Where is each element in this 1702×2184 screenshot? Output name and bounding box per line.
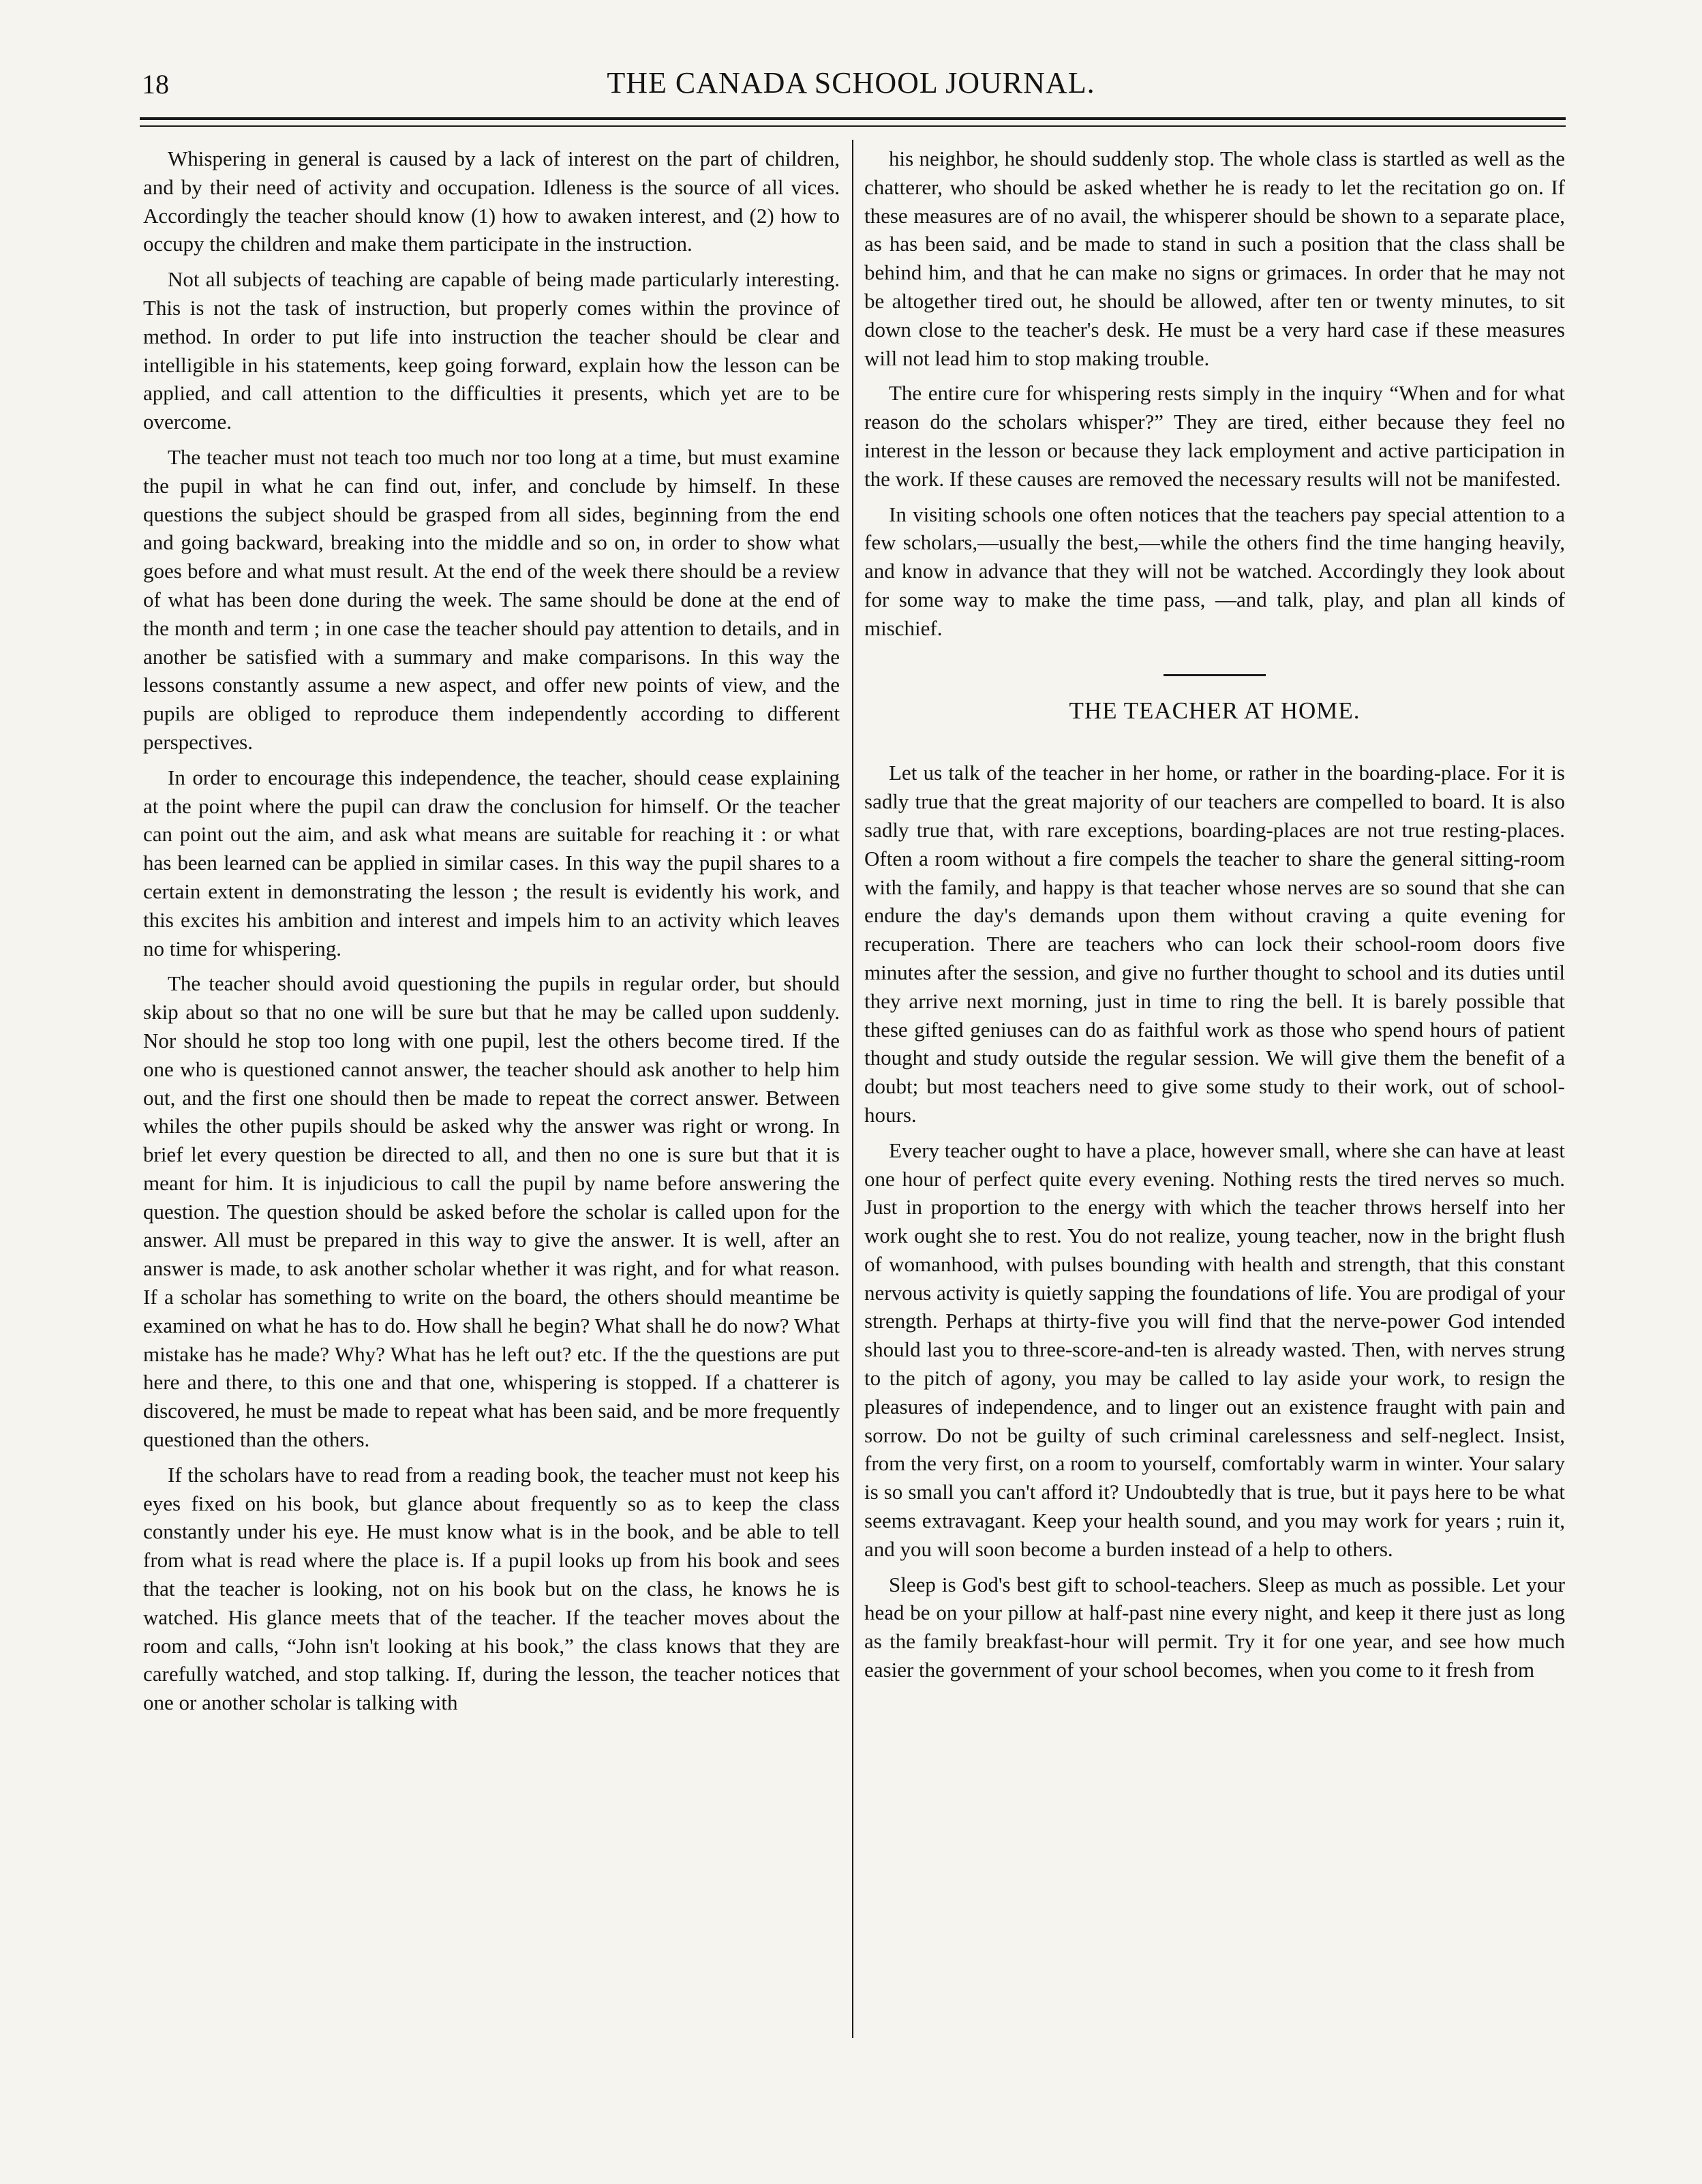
section-separator-rule xyxy=(1164,674,1266,676)
paragraph: The teacher should avoid questioning the pupils in regular order, but should skip about so that no one will be sure but that he may be called upon suddenly. Nor should he stop too long with one pupil, lest the others become tired. If the one who is questioned cannot answer, the teacher should ask another to help him out, and the first one should then be made to repeat the correct answer. Between whiles the other pupils should be asked why the answer was right or wrong. In brief let every question be directed to all, and then no one is sure but that it is meant for him. It is injudicious to call the pupil by name before answering the question. The question should be asked before the scholar is called upon for the answer. All must be prepared in this way to give the answer. It is well, after an answer is made, to ask another scholar whether it was right, and for what reason. If a scholar has something to write on the board, the others should meantime be examined on what he has to do. How shall he begin? What shall he do now? What mistake has he made? Why? What has he left out? etc. If the the questions are put here and there, to this one and that one, whispering is stopped. If a chatterer is discovered, he must be made to repeat what has been said, and be more frequently questioned than the others. xyxy=(143,971,840,1452)
page-number: 18 xyxy=(142,69,169,100)
paragraph: Not all subjects of teaching are capable of being made particularly interesting. This is not the task of instruction, but properly comes within the province of method. In order to put life into instruction the teacher should be clear and intelligible in his statements, keep going forward, explain how the lesson can be applied, and call attention to the difficulties it presents, which yet are to be overcome. xyxy=(143,267,840,434)
paragraph: The entire cure for whispering rests simply in the inquiry “When and for what reason do the scholars whisper?” They are tired, either because they feel no interest in the lesson or because they lack employment and active participation in the work. If these causes are removed the necessary results will not be manifested. xyxy=(864,381,1565,491)
journal-title: THE CANADA SCHOOL JOURNAL. xyxy=(607,66,1095,100)
paragraph: Every teacher ought to have a place, however small, where she can have at least one hour of perfect quite every evening. Nothing rests the tired nerves so much. Just in proportion to the energy with which the teacher throws herself into her work ought she to rest. You do not realize, young teacher, now in the bright flush of womanhood, with pulses bounding with health and strength, that this constant nervous activity is quietly sapping the foundations of life. You are prodigal of your strength. Perhaps at thirty-five you will find that the nerve-power God intended should last you to three-score-and-ten is already wasted. Then, with nerves strung to the pitch of agony, you may be called to lay aside your work, to resign the pleasures of independence, and to linger out an existence fraught with pain and sorrow. Do not be guilty of such criminal carelessness and self-neglect. Insist, from the very first, on a room to yourself, comfortably warm in winter. Your salary is so small you can't afford it? Undoubtedly that is true, but it pays here to be what seems extravagant. Keep your health sound, and you may work for years ; ruin it, and you will soon become a burden instead of a help to others. xyxy=(864,1138,1565,1561)
paragraph: If the scholars have to read from a reading book, the teacher must not keep his eyes fixed on his book, but glance about frequently so as to keep the class constantly under his eye. He must know what is in the book, and be able to tell from what is read where the place is. If a pupil looks up from his book and sees that the teacher is looking, not on his book but on the class, he knows he is watched. His glance meets that of the teacher. If the teacher moves about the room and calls, “John isn't looking at his book,” the class knows that they are carefully watched, and stop talking. If, during the lesson, the teacher notices that one or another scholar is talking with xyxy=(143,1462,840,1715)
header-rule-thin xyxy=(140,125,1566,127)
paragraph: In order to encourage this independence, the teacher, should cease explaining at the point where the pupil can draw the conclusion for himself. Or the teacher can point out the aim, and ask what means are suitable for reaching it : or what has been learned can be applied in similar cases. In this way the pupil shares to a certain extent in demonstrating the lesson ; the result is evidently his work, and this excites his ambition and interest and impels him to an activity which leaves no time for whispering. xyxy=(143,765,840,960)
paragraph: Sleep is God's best gift to school-teachers. Sleep as much as possible. Let your head be on your pillow at half-past nine every night, and keep it there just as long as the family breakfast-hour will permit. Try it for one year, and see how much easier the government of your school becomes, when you come to it fresh from xyxy=(864,1572,1565,1682)
paragraph: his neighbor, he should suddenly stop. The whole class is startled as well as the chatterer, who should be asked whether he is ready to let the recitation go on. If these measures are of no avail, the whisperer should be shown to a separate place, as has been said, and be made to stand in such a position that the class shall be behind him, and that he can make no signs or grimaces. In order that he may not be altogether tired out, he should be allowed, after ten or twenty minutes, to sit down close to the teacher's desk. He must be a very hard case if these measures will not lead him to stop making trouble. xyxy=(864,147,1565,370)
left-column xyxy=(143,145,840,1724)
header-rule-thick xyxy=(140,117,1566,120)
paragraph: The teacher must not teach too much nor too long at a time, but must examine the pupil in what he can find out, infer, and conclude by himself. In these questions the subject should be grasped from all sides, beginning from the end and going backward, breaking into the middle and so on, in order to show what goes before and what must result. At the end of the week there should be a review of what has been done during the week. The same should be done at the end of the month and term ; in one case the teacher should pay attention to details, and in another be satisfied with a summary and make comparisons. In this way the lessons constantly assume a new aspect, and offer new points of view, and the pupils are obliged to reproduce them independently according to different perspectives. xyxy=(143,444,840,754)
paragraph: In visiting schools one often notices that the teachers pay special attention to a few scholars,—usually the best,—while the others find the time hanging heavily, and know in advance that they will not be watched. Accordingly they look about for some way to make the time pass, —and talk, play, and plan all kinds of mischief. xyxy=(864,502,1565,640)
right-column xyxy=(864,145,1565,1691)
paragraph: Whispering in general is caused by a lack of interest on the part of children, and by their need of activity and occupation. Idleness is the source of all vices. Accordingly the teacher should know (1) how to awaken interest, and (2) how to occupy the children and make them participate in the instruction. xyxy=(143,147,840,256)
column-divider xyxy=(852,140,853,2038)
paragraph: Let us talk of the teacher in her home, or rather in the boarding-place. For it is sadly true that the great majority of our teachers are compelled to board. It is also sadly true that, with rare exceptions, boarding-places are not true resting-places. Often a room without a fire compels the teacher to share the general sitting-room with the family, and happy is that teacher whose nerves are so sound that she can endure the day's demands upon them without craving a quite evening for recuperation. There are teachers who can lock their school-room doors five minutes after the session, and give no further thought to school and its duties until they arrive next morning, just in time to ring the bell. It is barely possible that these gifted geniuses can do as faithful work as those who spend hours of patient thought and study outside the regular session. We will give them the benefit of a doubt; but most teachers need to give some study to their work, out of school-hours. xyxy=(864,761,1565,1127)
section-title: THE TEACHER AT HOME. xyxy=(1069,697,1361,724)
